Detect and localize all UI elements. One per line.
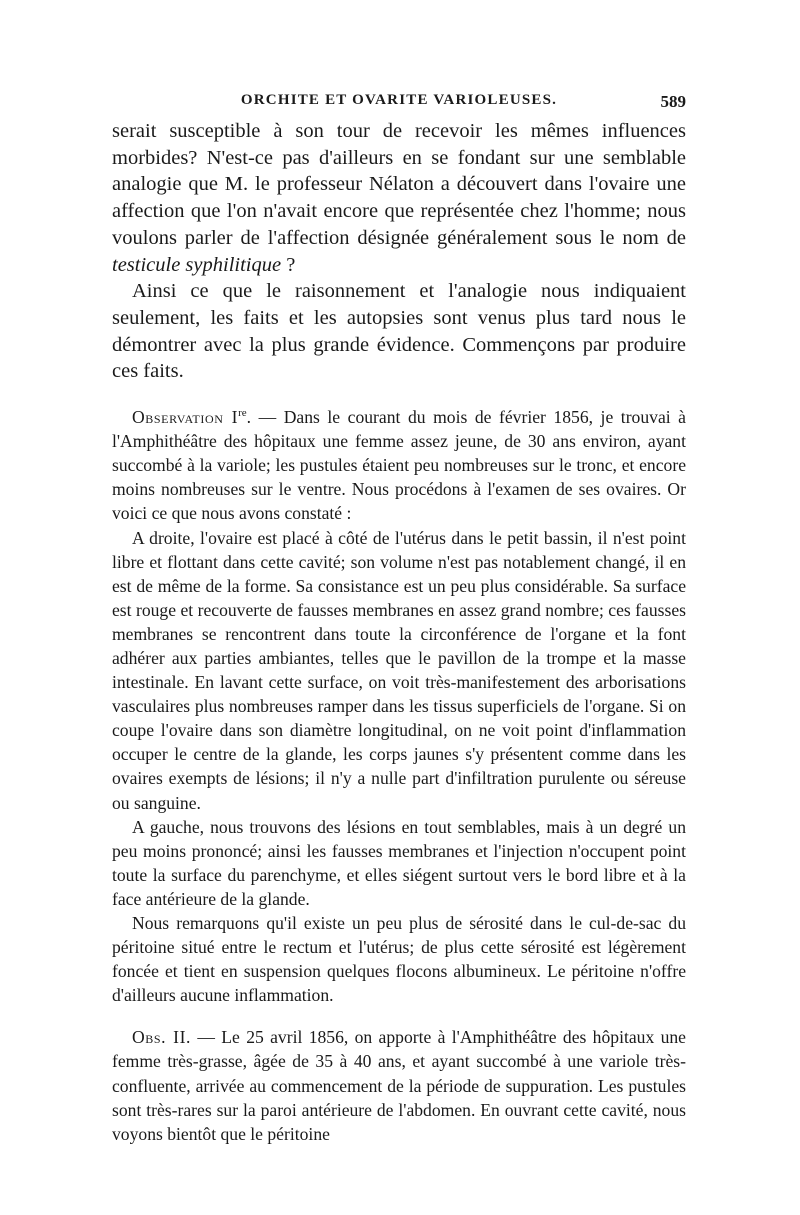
obs1-label: Observation I xyxy=(132,407,239,428)
observation-1 xyxy=(112,405,686,1007)
lead-text xyxy=(112,118,686,385)
obs2-paragraph xyxy=(112,1025,686,1145)
book-page xyxy=(112,92,686,1146)
lead-p1-text: serait susceptible à son tour de recevoir les mêmes influences morbides? N'est-ce pas d'ailleurs en se fondant sur une semblable analogie que M. le professeur Nélaton a découvert dans l'ovaire une affection que l'on n'avait encore que représentée chez l'homme; nous voulons parler de l'affection désignée généralement sous le nom de xyxy=(112,120,686,249)
observation-2 xyxy=(112,1025,686,1145)
lead-paragraph-1 xyxy=(112,118,686,278)
obs2-text: — Le 25 avril 1856, on apporte à l'Amphithéâtre des hôpitaux une femme très-grasse, âgée de 35 à 40 ans, et ayant succombé à une variole très-confluente, arrivée au commencement de la période de suppuration. Les pustules sont très-rares sur la paroi antérieure de l'abdomen. En ouvrant cette cavité, nous voyons bientôt que le péritoine xyxy=(112,1027,686,1144)
lead-p1-end: ? xyxy=(281,253,296,276)
running-head xyxy=(112,92,686,118)
obs1-intro-text: . — Dans le courant du mois de février 1856, je trouvai à l'Amphithéâtre des hôpitaux une femme assez jeune, de 30 ans environ, ayant succombé à la variole; les pustules étaient peu nombreuses sur le tronc, et encore moins nombreuses sur le ventre. Nous procédons à l'examen de ses ovaires. Or voici ce que nous avons constaté : xyxy=(112,407,686,524)
obs1-right-ovary-paragraph: A droite, l'ovaire est placé à côté de l'utérus dans le petit bassin, il n'est point libre et flottant dans cette cavité; son volume n'est pas notablement changé, il en est de même de la forme. Sa consistance est un peu plus considérable. Sa surface est rouge et recouverte de fausses membranes en assez grand nombre; ces fausses membranes se rencontrent dans toute la circonférence de l'organe et la font adhérer aux parties ambiantes, telles que le pavillon de la trompe et la masse intestinale. En lavant cette surface, on voit très-manifestement des arborisations vasculaires plus nombreuses ramper dans les tissus superficiels de l'organe. Si on coupe l'ovaire dans son diamètre longitudinal, on ne voit point d'inflammation occuper le centre de la glande, les corps jaunes s'y présentent comme dans les ovaires exempts de lésions; il n'y a nulle part d'infiltration purulente ou séreuse ou sanguine. xyxy=(112,527,686,813)
obs1-intro-paragraph xyxy=(112,405,686,525)
obs1-left-ovary-paragraph: A gauche, nous trouvons des lésions en tout semblables, mais à un degré un peu moins prononcé; ainsi les fausses membranes et l'injection n'occupent point toute la surface du parenchyme, et elles siégent surtout vers le bord libre et à la face antérieure de la glande. xyxy=(112,816,686,909)
obs1-peritoneum-paragraph: Nous remarquons qu'il existe un peu plus de sérosité dans le cul-de-sac du péritoine situé entre le rectum et l'utérus; de plus cette sérosité est légèrement foncée et tient en suspension quelques flocons albumineux. Le péritoine n'offre d'ailleurs aucune inflammation. xyxy=(112,913,686,1006)
page-number: 589 xyxy=(660,92,686,111)
lead-paragraph-2: Ainsi ce que le raisonnement et l'analogie nous indiquaient seulement, les faits et les autopsies sont venus plus tard nous le démontrer avec la plus grande évidence. Commençons par produire ces faits. xyxy=(112,280,686,383)
obs2-label: Obs. II. xyxy=(132,1027,192,1048)
lead-p1-italic-term: testicule syphilitique xyxy=(112,253,282,276)
obs1-label-superscript: re xyxy=(238,407,247,420)
running-title: ORCHITE ET OVARITE VARIOLEUSES. xyxy=(240,92,558,108)
